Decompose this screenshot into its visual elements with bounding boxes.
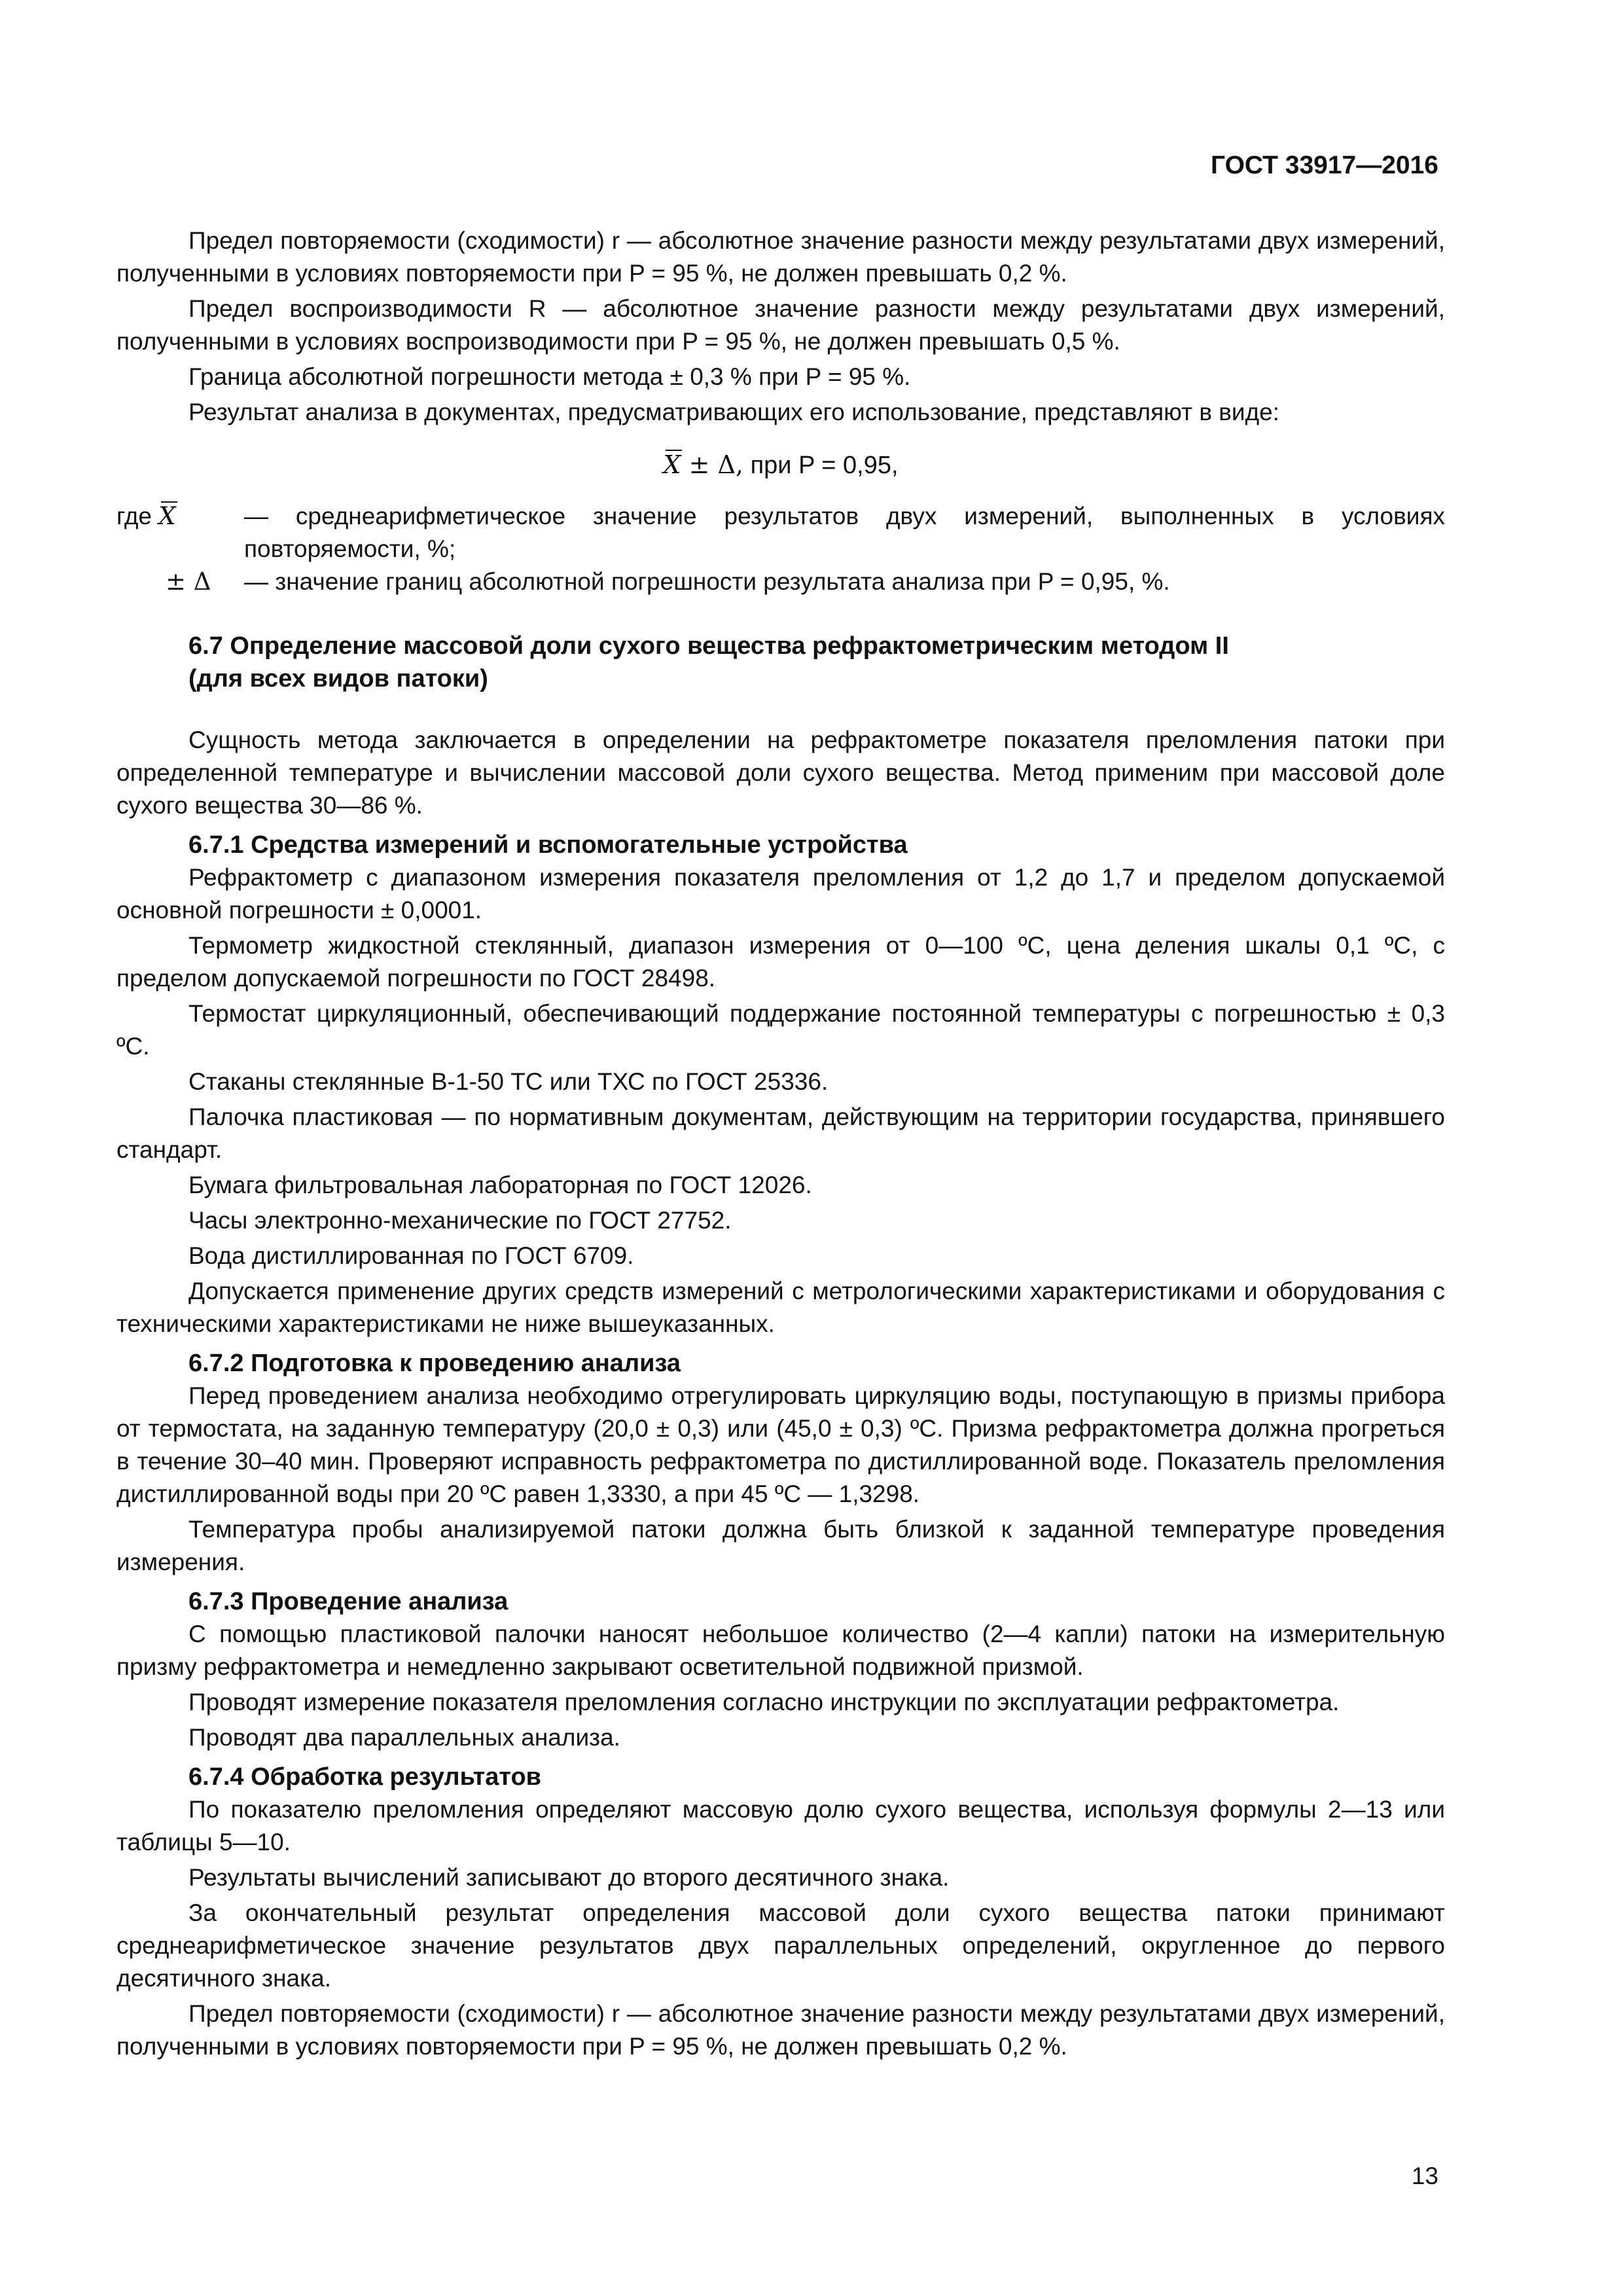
list-item: Стаканы стеклянные В-1-50 ТС или ТХС по ГОСТ 25336. xyxy=(188,1068,829,1095)
list-item: Проводят измерение показателя преломления согласно инструкции по эксплуатации рефрактометра. xyxy=(188,1689,1340,1715)
list-item: По показателю преломления определяют массовую долю сухого вещества, используя формулы 2—13 или таблицы 5—10. xyxy=(116,1796,1445,1856)
result-formula xyxy=(116,448,1445,482)
paragraph-result-form: Результат анализа в документах, предусматривающих его использование, представляют в виде: xyxy=(188,399,1280,425)
paragraph-repeatability: Предел повторяемости (сходимости) r — абсолютное значение разности между результатами двух измерений, полученными в условиях повторяемости при P = 95 %, не должен превышать 0,2 %. xyxy=(116,227,1445,287)
list-item: Вода дистиллированная по ГОСТ 6709. xyxy=(188,1242,634,1269)
document-content xyxy=(116,224,1445,2063)
list-item: Термостат циркуляционный, обеспечивающий поддержание постоянной температуры с погрешностью ± 0,3 ºС. xyxy=(116,1000,1445,1060)
list-item: Проводят два параллельных анализа. xyxy=(188,1724,620,1751)
section-6-7-2-title: 6.7.2 Подготовка к проведению анализа xyxy=(188,1350,681,1377)
section-6-7-1-title: 6.7.1 Средства измерений и вспомогательные устройства xyxy=(188,831,908,859)
formula-condition: при P = 0,95, xyxy=(743,452,899,479)
section-6-7-4-title: 6.7.4 Обработка результатов xyxy=(188,1763,542,1791)
section-title-line-1: 6.7 Определение массовой доли сухого вещества рефрактометрическим методом II xyxy=(188,632,1229,660)
list-item: Палочка пластиковая — по нормативным документам, действующим на территории государства, принявшего стандарт. xyxy=(116,1103,1445,1163)
list-item: За окончательный результат определения массовой доли сухого вещества патоки принимают среднеарифметическое значение результатов двух параллельных определений, округленное до первого десятичного знака. xyxy=(116,1899,1445,1992)
section-title-line-2: (для всех видов патоки) xyxy=(188,665,488,692)
definition-description: — значение границ абсолютной погрешности результата анализа при P = 0,95, %. xyxy=(244,568,1170,595)
section-6-7-3-title: 6.7.3 Проведение анализа xyxy=(188,1588,508,1615)
list-item: Рефрактометр с диапазоном измерения показателя преломления от 1,2 до 1,7 и пределом допускаемой основной погрешности ± 0,0001. xyxy=(116,864,1445,924)
formula-xbar-symbol: X xyxy=(663,448,681,481)
list-item: Предел повторяемости (сходимости) r — абсолютное значение разности между результатами двух измерений, полученными в условиях повторяемости при P = 95 %, не должен превышать 0,2 %. xyxy=(116,2000,1445,2060)
paragraph-error-limit: Граница абсолютной погрешности метода ± 0,3 % при P = 95 %. xyxy=(188,363,911,390)
definition-term-prefix: где xyxy=(116,503,159,529)
definition-xbar xyxy=(116,500,1445,565)
paragraph-reproducibility: Предел воспроизводимости R — абсолютное значение разности между результатами двух измерений, полученными в условиях воспроизводимости при P = 95 %, не должен превышать 0,5 %. xyxy=(116,295,1445,355)
definition-term xyxy=(116,500,176,533)
list-item: Допускается применение других средств измерений с метрологическими характеристиками и оборудования с техническими характеристиками не ниже вышеуказанных. xyxy=(116,1278,1445,1337)
definition-term: ± Δ xyxy=(166,567,211,596)
section-6-7-title xyxy=(116,630,1445,695)
formula-plus-minus-delta: ± Δ, xyxy=(681,450,744,479)
list-item: С помощью пластиковой палочки наносят небольшое количество (2—4 капли) патоки на измерительную призму рефрактометра и немедленно закрывают осветительной подвижной призмой. xyxy=(116,1621,1445,1680)
list-item: Бумага фильтровальная лабораторная по ГОСТ 12026. xyxy=(188,1172,812,1198)
page-number: 13 xyxy=(1411,2162,1438,2189)
list-item: Результаты вычислений записывают до второго десятичного знака. xyxy=(188,1864,950,1891)
document-header-id: ГОСТ 33917—2016 xyxy=(1211,151,1438,179)
definition-xbar-symbol: X xyxy=(158,500,175,533)
definition-description: — среднеарифметическое значение результатов двух измерений, выполненных в условиях повторяемости, %; xyxy=(244,503,1445,562)
list-item: Термометр жидкостной стеклянный, диапазон измерения от 0—100 ºС, цена деления шкалы 0,1 ºС, с пределом допускаемой погрешности по ГОСТ 28498. xyxy=(116,932,1445,992)
list-item: Часы электронно-механические по ГОСТ 27752. xyxy=(188,1207,732,1234)
section-6-7-intro: Сущность метода заключается в определении на рефрактометре показателя преломления патоки при определенной температуре и вычислении массовой доли сухого вещества. Метод применим при массовой доле сухого вещества 30—86 %. xyxy=(116,726,1445,819)
definition-delta xyxy=(116,565,1445,598)
list-item: Температура пробы анализируемой патоки должна быть близкой к заданной температуре проведения измерения. xyxy=(116,1516,1445,1575)
list-item: Перед проведением анализа необходимо отрегулировать циркуляцию воды, поступающую в призмы прибора от термостата, на заданную температуру (20,0 ± 0,3) или (45,0 ± 0,3) ºС. Призма рефрактометра должна прогреться в течение 30–40 мин. Проверяют исправность рефрактометра по дистиллированной воде. Показатель преломления дистиллированной воды при 20 ºС равен 1,3330, а при 45 ºС — 1,3298. xyxy=(116,1382,1445,1507)
